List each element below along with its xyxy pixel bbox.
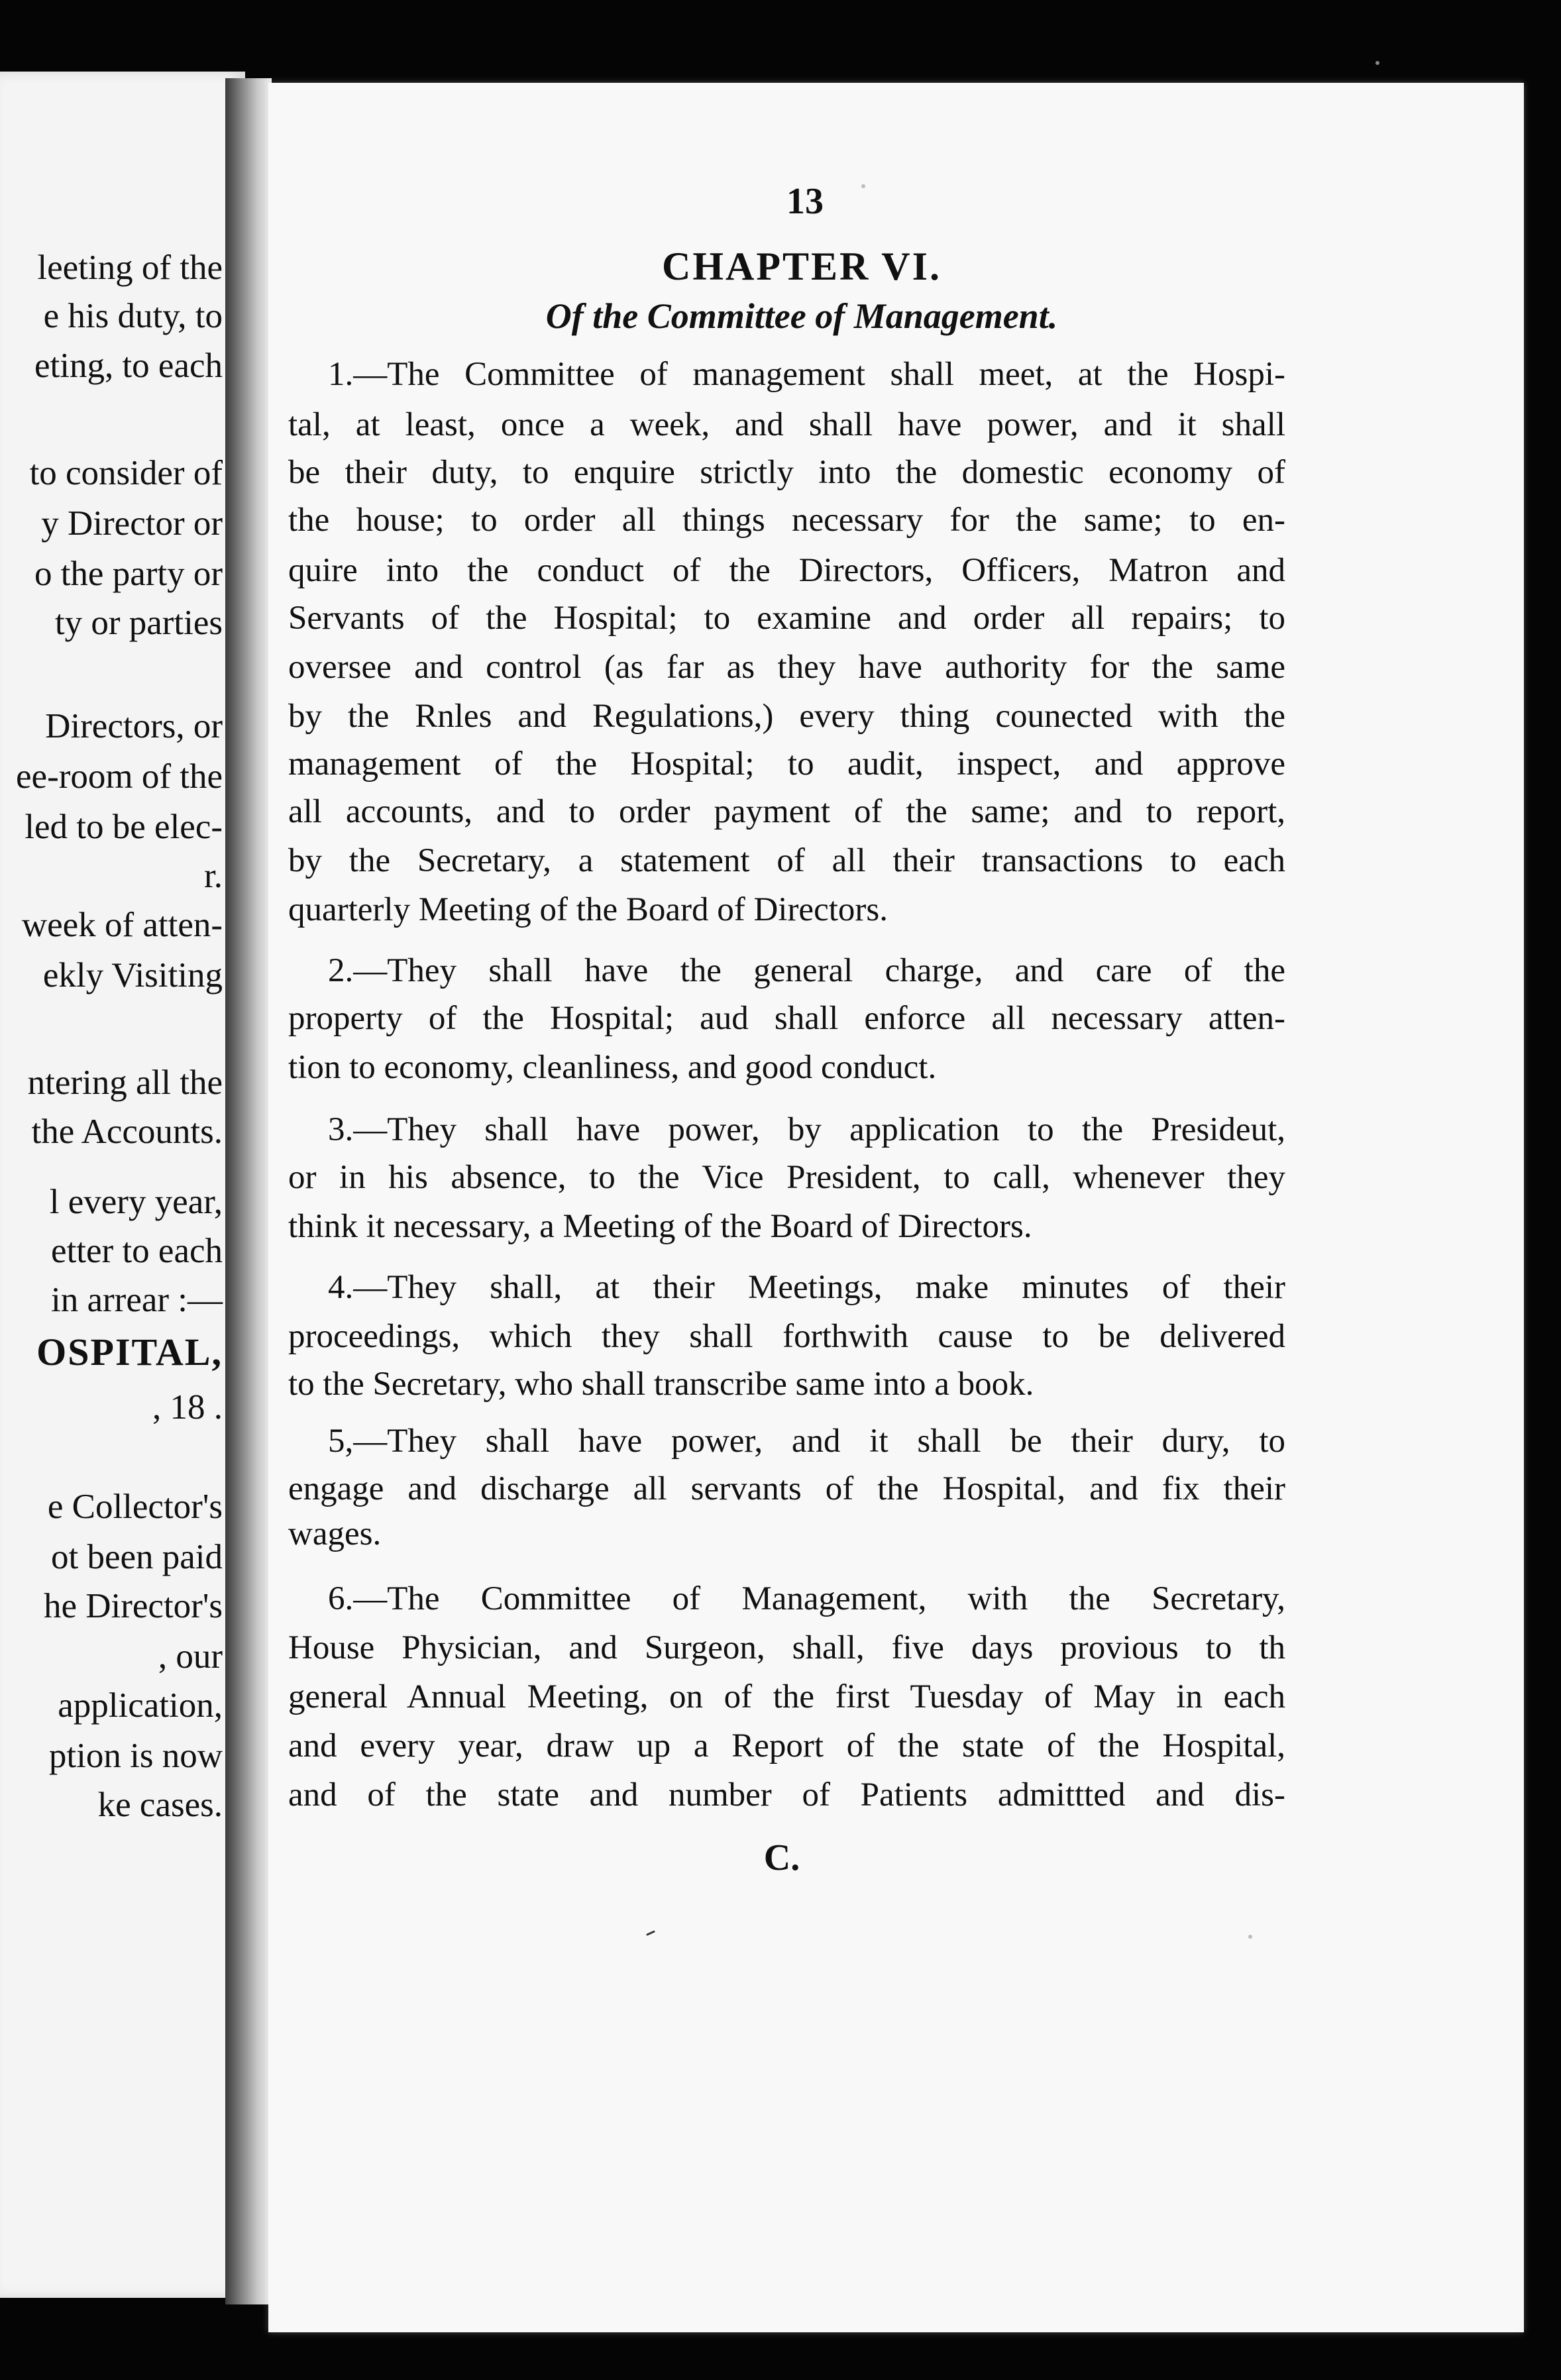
left-page-line: led to be elec- — [25, 808, 223, 846]
paragraph-line: 5,—They shall have power, and it shall be their dury, to — [328, 1423, 1285, 1460]
left-page-line: to consider of — [29, 454, 223, 492]
left-page-line: he Director's — [43, 1587, 223, 1625]
paragraph-line: all accounts, and to order payment of the same; and to report, — [288, 793, 1285, 830]
left-page-line: ekly Visiting — [42, 956, 223, 995]
left-page-line: Directors, or — [45, 707, 223, 745]
left-page-line: , 18 . — [152, 1388, 223, 1427]
paragraph-line: 3.—They shall have power, by application to the Presideut, — [328, 1111, 1285, 1148]
left-page-line: ke cases. — [97, 1786, 223, 1824]
ink-speck-mark — [1375, 61, 1379, 65]
left-page-line: e his duty, to — [43, 297, 223, 335]
left-page-line: eting, to each — [34, 347, 223, 385]
left-page-line: leeting of the — [37, 248, 223, 287]
paragraph-line: 2.—They shall have the general charge, and care of the — [328, 952, 1285, 989]
paragraph-line: 4.—They shall, at their Meetings, make minutes of their — [328, 1269, 1285, 1306]
left-page-line: in arrear :— — [51, 1281, 223, 1319]
left-page-line: e Collector's — [47, 1488, 223, 1526]
left-page-line: ot been paid — [50, 1538, 223, 1576]
left-page-line: the Accounts. — [31, 1112, 223, 1151]
paragraph-line: engage and discharge all servants of the Hospital, and fix their — [288, 1470, 1285, 1507]
paragraph-line: 6.—The Committee of Management, with the Secretary, — [328, 1580, 1285, 1617]
paragraph-line: tal, at least, once a week, and shall have power, and it shall — [288, 406, 1285, 443]
paragraph-line: be their duty, to enquire strictly into the domestic economy of — [288, 454, 1285, 491]
paragraph-line: quarterly Meeting of the Board of Directors. — [288, 891, 888, 928]
left-page-line: y Director or — [41, 504, 223, 543]
left-page-line: o the party or — [34, 555, 223, 593]
paragraph-line: management of the Hospital; to audit, inspect, and approve — [288, 745, 1285, 783]
page-number: 13 — [786, 181, 824, 222]
left-page-line: ption is now — [48, 1737, 223, 1775]
paragraph-line: Servants of the Hospital; to examine and order all repairs; to — [288, 600, 1285, 637]
paragraph-line: and every year, draw up a Report of the state of the Hospital, — [288, 1727, 1285, 1764]
left-page-line: application, — [58, 1686, 223, 1725]
left-page-line: ntering all the — [27, 1063, 223, 1102]
book-gutter-shadow — [225, 78, 272, 2304]
paragraph-line: think it necessary, a Meeting of the Board of Directors. — [288, 1208, 1032, 1245]
chapter-title: CHAPTER VI. — [662, 244, 942, 288]
left-page-line: etter to each — [51, 1232, 223, 1270]
left-page-line: OSPITAL, — [36, 1330, 223, 1374]
paragraph-line: by the Secretary, a statement of all their transactions to each — [288, 842, 1285, 879]
catchword: C. — [763, 1837, 800, 1878]
ink-speck-mark — [1248, 1935, 1252, 1939]
paragraph-line: 1.—The Committee of management shall meet, at the Hospi- — [328, 356, 1285, 393]
chapter-subtitle: Of the Committee of Management. — [545, 296, 1058, 336]
paragraph-line: proceedings, which they shall forthwith cause to be delivered — [288, 1318, 1285, 1355]
left-page — [0, 72, 245, 2298]
left-page-line: , our — [158, 1637, 223, 1676]
left-page-line: ty or parties — [54, 604, 223, 642]
paragraph-line: wages. — [288, 1515, 382, 1552]
paragraph-line: the house; to order all things necessary for the same; to en- — [288, 502, 1285, 539]
paragraph-line: general Annual Meeting, on of the first Tuesday of May in each — [288, 1678, 1285, 1715]
paragraph-line: or in his absence, to the Vice President, to call, whenever they — [288, 1159, 1285, 1196]
paragraph-line: property of the Hospital; aud shall enforce all necessary atten- — [288, 1000, 1285, 1037]
paragraph-line: by the Rnles and Regulations,) every thing counected with the — [288, 698, 1285, 735]
left-page-line: ee-room of the — [16, 757, 223, 796]
paragraph-line: to the Secretary, who shall transcribe same into a book. — [288, 1366, 1034, 1403]
paragraph-line: tion to economy, cleanliness, and good conduct. — [288, 1049, 937, 1086]
paragraph-line: oversee and control (as far as they have authority for the same — [288, 649, 1285, 686]
paragraph-line: House Physician, and Surgeon, shall, five days provious to th — [288, 1629, 1285, 1666]
ink-speck-mark — [861, 184, 865, 188]
paragraph-line: and of the state and number of Patients admittted and dis- — [288, 1776, 1285, 1813]
paragraph-line: quire into the conduct of the Directors, Officers, Matron and — [288, 552, 1285, 589]
left-page-line: l every year, — [49, 1183, 223, 1221]
left-page-line: week of atten- — [21, 906, 223, 944]
left-page-line: r. — [204, 857, 223, 895]
